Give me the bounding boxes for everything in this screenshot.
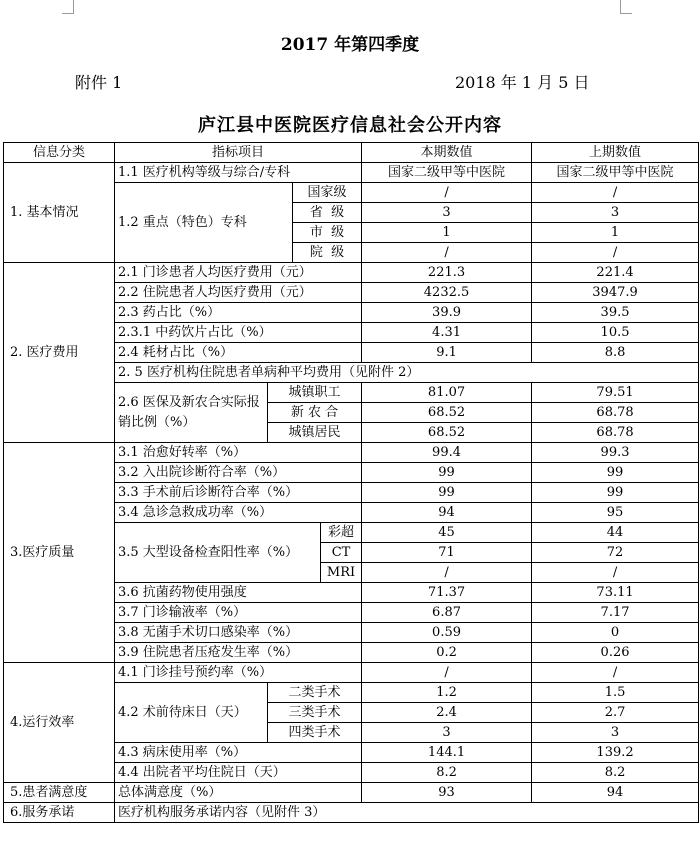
indicator-label: 1.1 医疗机构等级与综合/专科 xyxy=(115,163,362,183)
indicator-label: 2.6 医保及新农合实际报销比例（%） xyxy=(115,383,268,443)
current-value: 9.1 xyxy=(362,343,532,363)
sub-item-label: 二类手术 xyxy=(268,683,362,703)
quarter-heading: 2017 年第四季度 xyxy=(280,35,420,55)
indicator-label: 3.7 门诊输液率（%） xyxy=(115,603,362,623)
current-value: / xyxy=(362,243,532,263)
attachment-label: 附件 1 xyxy=(75,73,123,92)
indicator-label: 1.2 重点（特色）专科 xyxy=(115,183,293,263)
indicator-label: 3.5 大型设备检查阳性率（%） xyxy=(115,523,321,583)
current-value: 81.07 xyxy=(362,383,532,403)
table-row xyxy=(4,443,699,463)
current-value: 94 xyxy=(362,503,532,523)
previous-value: / xyxy=(532,243,699,263)
current-value: 8.2 xyxy=(362,763,532,783)
previous-value: 44 xyxy=(532,523,699,543)
document-title: 庐江县中医院医疗信息社会公开内容 xyxy=(198,115,502,136)
current-value: 1.2 xyxy=(362,683,532,703)
previous-value: 1.5 xyxy=(532,683,699,703)
page-corner-mark-left xyxy=(62,0,74,14)
indicator-label: 3.8 无菌手术切口感染率（%） xyxy=(115,623,362,643)
current-value: 39.9 xyxy=(362,303,532,323)
sub-item-label: MRI xyxy=(321,563,362,583)
col-header-indicator: 指标项目 xyxy=(115,143,362,163)
table-row xyxy=(4,263,699,283)
current-value: 71.37 xyxy=(362,583,532,603)
current-value: 99.4 xyxy=(362,443,532,463)
previous-value: 73.11 xyxy=(532,583,699,603)
previous-value: 7.17 xyxy=(532,603,699,623)
current-value: 3 xyxy=(362,203,532,223)
previous-value: 94 xyxy=(532,783,699,803)
previous-value: 68.78 xyxy=(532,423,699,443)
current-value: 6.87 xyxy=(362,603,532,623)
previous-value: 1 xyxy=(532,223,699,243)
indicator-label: 总体满意度（%） xyxy=(115,783,362,803)
previous-value: 221.4 xyxy=(532,263,699,283)
col-header-current: 本期数值 xyxy=(362,143,532,163)
sub-item-label: 城镇居民 xyxy=(268,423,362,443)
indicator-label-full-row: 医疗机构服务承诺内容（见附件 3） xyxy=(115,803,699,823)
previous-value: / xyxy=(532,663,699,683)
current-value: 99 xyxy=(362,463,532,483)
previous-value: 3 xyxy=(532,203,699,223)
sub-item-label: CT xyxy=(321,543,362,563)
current-value: 45 xyxy=(362,523,532,543)
current-value: 4.31 xyxy=(362,323,532,343)
sub-item-label: 新 农 合 xyxy=(268,403,362,423)
previous-value: 139.2 xyxy=(532,743,699,763)
indicator-label: 3.9 住院患者压疮发生率（%） xyxy=(115,643,362,663)
current-value: 71 xyxy=(362,543,532,563)
table-row xyxy=(4,163,699,183)
indicator-label: 2.2 住院患者人均医疗费用（元） xyxy=(115,283,362,303)
indicator-label: 2.4 耗材占比（%） xyxy=(115,343,362,363)
previous-value: 8.8 xyxy=(532,343,699,363)
previous-value: 0 xyxy=(532,623,699,643)
publish-date: 2018 年 1 月 5 日 xyxy=(455,73,590,92)
indicator-label: 4.3 病床使用率（%） xyxy=(115,743,362,763)
sub-item-label: 国家级 xyxy=(293,183,362,203)
table-row xyxy=(4,663,699,683)
sub-item-label: 院 级 xyxy=(293,243,362,263)
current-value: / xyxy=(362,663,532,683)
current-value: 2.4 xyxy=(362,703,532,723)
sub-item-label: 四类手术 xyxy=(268,723,362,743)
indicator-label: 4.4 出院者平均住院日（天） xyxy=(115,763,362,783)
section-basic-info: 1. 基本情况 xyxy=(4,163,115,263)
current-value: 68.52 xyxy=(362,423,532,443)
indicator-label: 2.1 门诊患者人均医疗费用（元） xyxy=(115,263,362,283)
previous-value: / xyxy=(532,183,699,203)
previous-value: 0.26 xyxy=(532,643,699,663)
current-value: 221.3 xyxy=(362,263,532,283)
col-header-previous: 上期数值 xyxy=(532,143,699,163)
previous-value: 72 xyxy=(532,543,699,563)
current-value: 4232.5 xyxy=(362,283,532,303)
previous-value: 国家二级甲等中医院 xyxy=(532,163,699,183)
previous-value: 95 xyxy=(532,503,699,523)
indicator-label: 4.2 术前待床日（天） xyxy=(115,683,268,743)
previous-value: 8.2 xyxy=(532,763,699,783)
section-medical-cost: 2. 医疗费用 xyxy=(4,263,115,443)
section-medical-quality: 3.医疗质量 xyxy=(4,443,115,663)
current-value: 3 xyxy=(362,723,532,743)
sub-item-label: 市 级 xyxy=(293,223,362,243)
current-value: 93 xyxy=(362,783,532,803)
sub-item-label: 省 级 xyxy=(293,203,362,223)
previous-value: 99.3 xyxy=(532,443,699,463)
previous-value: 39.5 xyxy=(532,303,699,323)
previous-value: 2.7 xyxy=(532,703,699,723)
current-value: 144.1 xyxy=(362,743,532,763)
current-value: 1 xyxy=(362,223,532,243)
section-operating-efficiency: 4.运行效率 xyxy=(4,663,115,783)
indicator-label: 4.1 门诊挂号预约率（%） xyxy=(115,663,362,683)
section-patient-satisfaction: 5.患者满意度 xyxy=(4,783,115,803)
previous-value: 10.5 xyxy=(532,323,699,343)
previous-value: / xyxy=(532,563,699,583)
current-value: 99 xyxy=(362,483,532,503)
previous-value: 79.51 xyxy=(532,383,699,403)
indicator-label: 3.2 入出院诊断符合率（%） xyxy=(115,463,362,483)
current-value: / xyxy=(362,563,532,583)
disclosure-table xyxy=(3,142,699,823)
previous-value: 68.78 xyxy=(532,403,699,423)
page-corner-mark-right xyxy=(620,0,632,14)
sub-item-label: 城镇职工 xyxy=(268,383,362,403)
current-value: 国家二级甲等中医院 xyxy=(362,163,532,183)
indicator-label: 3.1 治愈好转率（%） xyxy=(115,443,362,463)
indicator-label-full-row: 2. 5 医疗机构住院患者单病种平均费用（见附件 2） xyxy=(115,363,699,383)
current-value: 0.59 xyxy=(362,623,532,643)
indicator-label: 2.3 药占比（%） xyxy=(115,303,362,323)
sub-item-label: 三类手术 xyxy=(268,703,362,723)
table-row xyxy=(4,803,699,823)
current-value: 68.52 xyxy=(362,403,532,423)
section-service-commitment: 6.服务承诺 xyxy=(4,803,115,823)
col-header-category: 信息分类 xyxy=(4,143,115,163)
sub-item-label: 彩超 xyxy=(321,523,362,543)
previous-value: 3 xyxy=(532,723,699,743)
previous-value: 99 xyxy=(532,483,699,503)
table-row xyxy=(4,783,699,803)
table-header-row xyxy=(4,143,699,163)
current-value: / xyxy=(362,183,532,203)
indicator-label: 3.4 急诊急救成功率（%） xyxy=(115,503,362,523)
previous-value: 99 xyxy=(532,463,699,483)
indicator-label: 3.3 手术前后诊断符合率（%） xyxy=(115,483,362,503)
previous-value: 3947.9 xyxy=(532,283,699,303)
indicator-label: 2.3.1 中药饮片占比（%） xyxy=(115,323,362,343)
current-value: 0.2 xyxy=(362,643,532,663)
indicator-label: 3.6 抗菌药物使用强度 xyxy=(115,583,362,603)
